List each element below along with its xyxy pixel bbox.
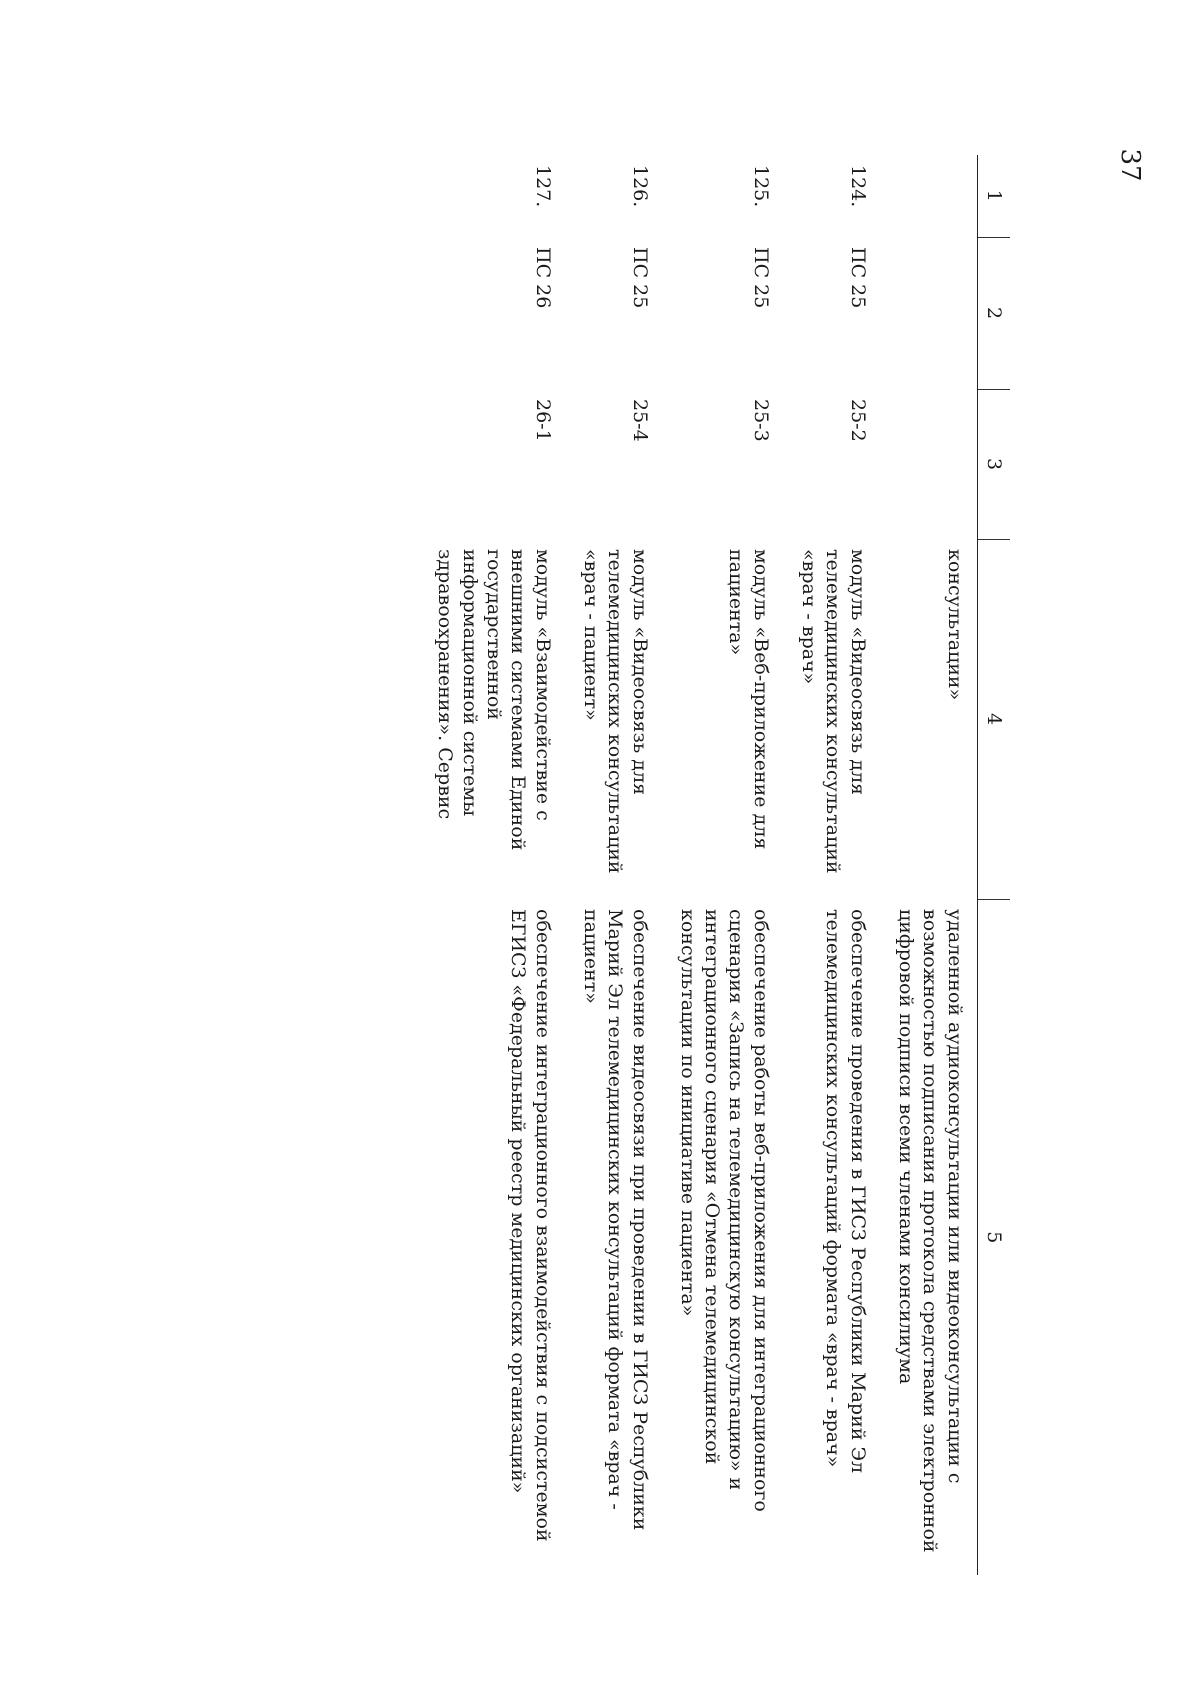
table-row — [419, 155, 565, 1575]
header-col-2: 2 — [977, 237, 1010, 389]
row-code — [880, 389, 977, 539]
header-col-1: 1 — [977, 155, 1010, 237]
row-subsystem: ПС 25 — [749, 247, 772, 309]
row-number: 127. — [531, 165, 554, 208]
row-module: модуль «Взаимодействие с внешними системами Единой государственной информационной системы здравоохранения». Сервис — [434, 549, 554, 851]
row-code: 25-3 — [749, 399, 772, 442]
table-header-row — [977, 155, 1010, 1575]
row-number: 124. — [846, 165, 869, 208]
row-function: обеспечение проведения в ГИСЗ Республики Марий Эл телемедицинских консультаций формата «врач - врач» — [822, 909, 869, 1474]
row-module: консультации» — [943, 549, 966, 701]
row-code: 25-4 — [628, 399, 651, 442]
page-number: 37 — [1115, 148, 1145, 182]
table-row — [565, 155, 662, 1575]
header-col-5: 5 — [977, 899, 1010, 1575]
row-code: 26-1 — [531, 399, 554, 442]
row-number: 126. — [628, 165, 651, 208]
rotated-page-content — [190, 155, 1010, 1575]
row-subsystem: ПС 25 — [846, 247, 869, 309]
row-subsystem: ПС 25 — [628, 247, 651, 309]
row-function: обеспечение видеосвязи при проведении в ГИСЗ Республики Марий Эл телемедицинских консультаций формата «врач - пациент» — [579, 909, 651, 1531]
row-module: модуль «Видеосвязь для телемедицинских консультаций «врач - пациент» — [579, 549, 651, 874]
document-table — [419, 155, 1010, 1575]
table-row — [662, 155, 783, 1575]
row-subsystem — [880, 237, 977, 389]
table-row — [783, 155, 880, 1575]
header-col-3: 3 — [977, 389, 1010, 539]
row-module: модуль «Веб-приложение для пациента» — [725, 549, 772, 850]
header-col-4: 4 — [977, 539, 1010, 899]
row-subsystem: ПС 26 — [531, 247, 554, 309]
table-row — [880, 155, 977, 1575]
row-number — [880, 155, 977, 237]
row-number: 125. — [749, 165, 772, 208]
row-module: модуль «Видеосвязь для телемедицинских консультаций «врач - врач» — [798, 549, 869, 874]
row-function: обеспечение работы веб-приложения для интеграционного сценария «Запись на телемедицинскую консультацию» и интеграционного сценария «Отмена телемедицинской консультации по инициативе пациента» — [676, 909, 772, 1512]
row-function: обеспечение интеграционного взаимодействия с подсистемой ЕГИСЗ «Федеральный реестр медицинских организаций» — [507, 909, 554, 1542]
row-code: 25-2 — [846, 399, 869, 442]
row-function: удаленной аудиоконсультации или видеоконсультации с возможностью подписания протокола средствами электронной цифровой подписи всеми членами консилиума — [895, 909, 966, 1553]
